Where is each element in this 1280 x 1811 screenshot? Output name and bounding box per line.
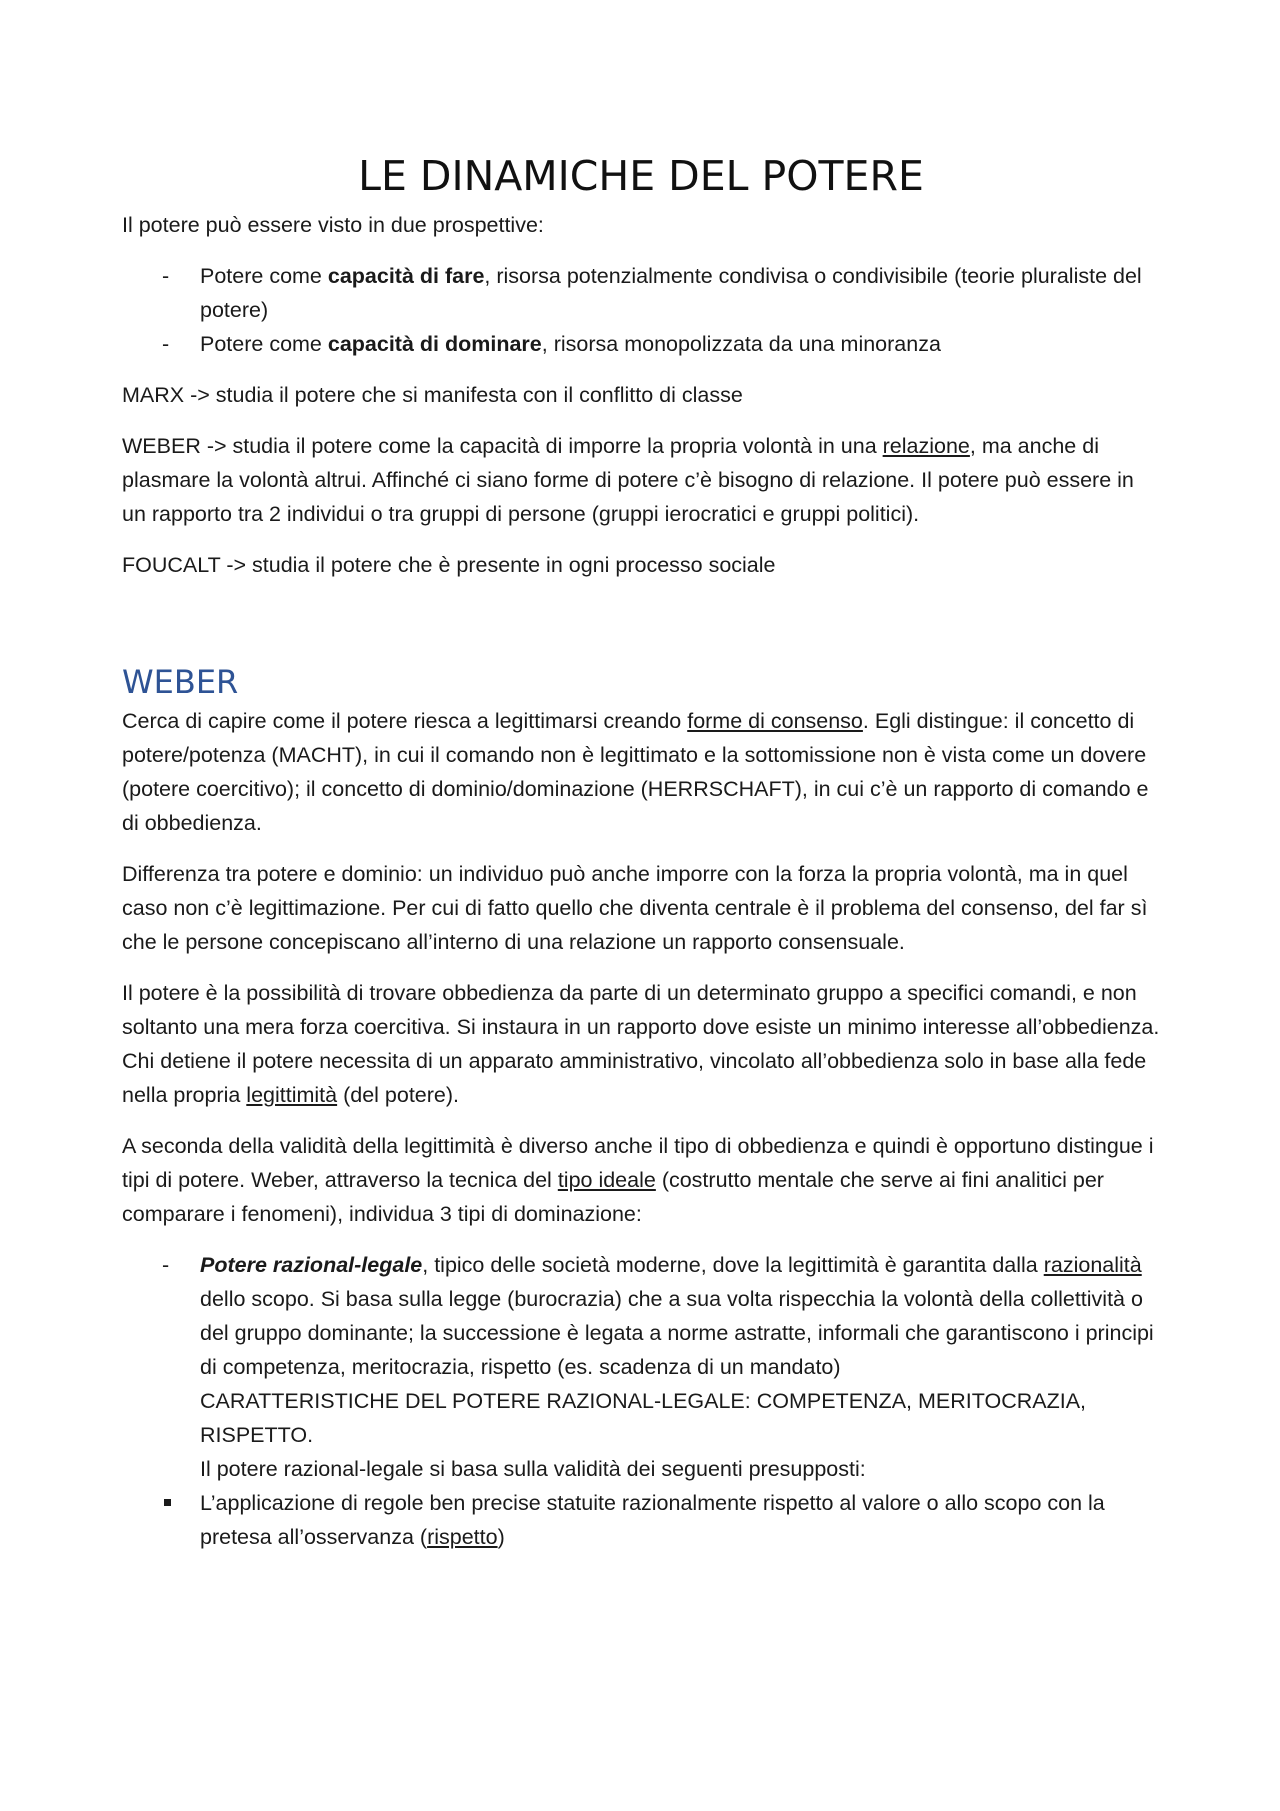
bold-term: capacità di fare <box>327 264 485 288</box>
weber-paragraph-3: Il potere è la possibilità di trovare obbedienza da parte di un determinato gruppo a specifici comandi, e non soltanto una mera forza coercitiva. Si instaura in un rapporto dove esiste un minimo interesse all’obbedienza. Chi detiene il potere necessita di un apparato amministrativo, vincolato all’obbedienza solo in base alla fede nella propria legittimità (del potere). <box>122 981 1160 1107</box>
weber-intro-paragraph: WEBER -> studia il potere come la capacità di imporre la propria volontà in una relazione, ma anche di plasmare la volontà altrui. Affinché ci siano forme di potere c’è bisogno di relazione. Il potere può essere in un rapporto tra 2 individui o tra gruppi di persone (gruppi ierocratici e gruppi politici). <box>122 434 1134 526</box>
bold-term: capacità di dominare <box>327 332 542 356</box>
characteristics-line: CARATTERISTICHE DEL POTERE RAZIONAL-LEGALE: COMPETENZA, MERITOCRAZIA, RISPETTO. <box>200 1389 1087 1447</box>
weber-paragraph-4: A seconda della validità della legittimità è diverso anche il tipo di obbedienza e quindi è opportuno distingue i tipi di potere. Weber, attraverso la tecnica del tipo ideale (costrutto mentale che serve ai fini analitici per comparare i fenomeni), individua 3 tipi di dominazione: <box>122 1134 1154 1226</box>
perspectives-list <box>122 259 1160 361</box>
underlined-term: tipo ideale <box>557 1168 656 1192</box>
marx-paragraph: MARX -> studia il potere che si manifesta con il conflitto di classe <box>122 383 743 407</box>
underlined-term: rispetto <box>427 1525 498 1549</box>
presuppositions-list <box>122 1486 1160 1554</box>
dash-bullet: - <box>162 332 170 356</box>
weber-paragraph-1: Cerca di capire come il potere riesca a legittimarsi creando forme di consenso. Egli distingue: il concetto di potere/potenza (MACHT), in cui il comando non è legittimato e la sottomissione non è vista come un dovere (potere coercitivo); il concetto di dominio/dominazione (HERRSCHAFT), in cui c’è un rapporto di comando e di obbedienza. <box>122 709 1149 835</box>
weber-paragraph-2: Differenza tra potere e dominio: un individuo può anche imporre con la forza la propria volontà, ma in quel caso non c’è legittimazione. Per cui di fatto quello che diventa centrale è il problema del consenso, del far sì che le persone concepiscano all’interno di una relazione un rapporto consensuale. <box>122 862 1148 954</box>
intro-paragraph: Il potere può essere visto in due prospettive: <box>122 213 544 237</box>
dash-bullet: - <box>162 1253 170 1277</box>
dash-bullet: - <box>162 264 170 288</box>
list-item: - Potere come capacità di dominare, risorsa monopolizzata da una minoranza <box>122 327 1160 361</box>
foucalt-paragraph: FOUCALT -> studia il potere che è presente in ogni processo sociale <box>122 553 776 577</box>
document-title: LE DINAMICHE DEL POTERE <box>358 152 924 200</box>
list-item: L’applicazione di regole ben precise statuite razionalmente rispetto al valore o allo scopo con la pretesa all’osservanza (rispetto) <box>122 1486 1160 1554</box>
presuppositions-intro: Il potere razional-legale si basa sulla validità dei seguenti presupposti: <box>200 1457 866 1481</box>
section-heading-weber: WEBER <box>122 663 239 701</box>
bold-italic-term: Potere razional-legale <box>200 1253 423 1277</box>
underlined-term: legittimità <box>246 1083 338 1107</box>
underlined-term: relazione <box>882 434 970 458</box>
list-item: - Potere come capacità di fare, risorsa potenzialmente condivisa o condivisibile (teorie pluraliste del potere) <box>122 259 1160 327</box>
list-item: - Potere razional-legale, tipico delle società moderne, dove la legittimità è garantita dalla razionalità dello scopo. Si basa sulla legge (burocrazia) che a sua volta rispecchia la volontà della collettività o del gruppo dominante; la successione è legata a norme astratte, informali che garantiscono i principi di competenza, meritocrazia, rispetto (es. scadenza di un mandato) CARATTERISTICHE DEL POTERE RAZIONAL-LEGALE: COMPETENZA, MERITOCRAZIA, RISPETTO. Il potere razional-legale si basa sulla validità dei seguenti presupposti: <box>122 1248 1160 1486</box>
domination-types-list <box>122 1248 1160 1486</box>
square-bullet <box>164 1499 171 1506</box>
underlined-term: razionalità <box>1043 1253 1142 1277</box>
underlined-term: forme di consenso <box>687 709 863 733</box>
